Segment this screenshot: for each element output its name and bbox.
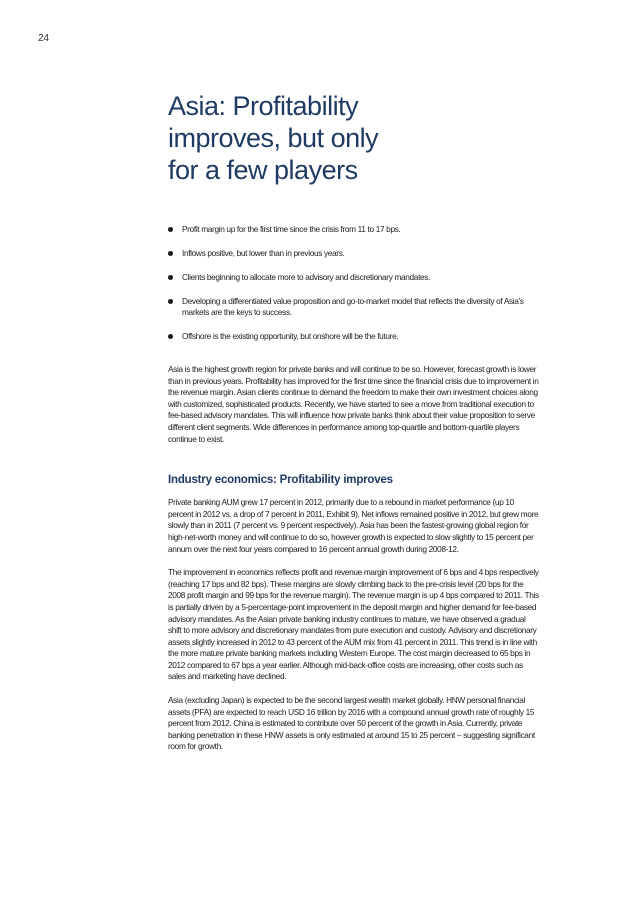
bullet-text: Clients beginning to allocate more to advisory and discretionary mandates. xyxy=(182,272,431,282)
bullet-item xyxy=(168,296,540,318)
intro-paragraph: Asia is the highest growth region for private banks and will continue to be so. However, forecast growth is lower than in previous years. Profitability has improved for the first time since the financial crisis due to improvement in the revenue margin. Asian clients continue to demand the freedom to make their own investment choices along with customized, sophisticated products. Recently, we have started to see a move from traditional execution to fee-based advisory mandates. This will influence how private banks think about their value proposition to serve different client segments. Wide differences in performance among top-quartile and bottom-quartile players continue to exist. xyxy=(168,364,539,444)
bullet-text: Inflows positive, but lower than in previous years. xyxy=(182,248,345,258)
bullet-text: Developing a differentiated value proposition and go-to-market model that reflects the diversity of Asia's markets are the keys to success. xyxy=(182,296,524,317)
bullet-item xyxy=(168,224,540,235)
bullet-text: Profit margin up for the first time since the crisis from 11 to 17 bps. xyxy=(182,224,401,234)
bullet-dot-icon xyxy=(168,227,173,232)
bullet-item xyxy=(168,331,540,342)
page-title xyxy=(168,90,428,186)
section-paragraph-2: The improvement in economics reflects profit and revenue margin improvement of 6 bps and 4 bps respectively (reaching 17 bps and 82 bps). These margins are slowly climbing back to the pre-crisis level (20 bps for the 2008 profit margin and 99 bps for the revenue margin). The revenue margin is up 4 bps compared to 2011. This is partially driven by a 5-percentage-point improvement in the deposit margin and higher demand for fee-based advisory mandates. As the Asian private banking industry continues to mature, we have observed a gradual shift to more advisory and discretionary mandates from pure execution and custody. Advisory and discretionary assets slightly increased in 2012 to 43 percent of the AUM mix from 41 percent in 2011. This trend is in line with the more mature private banking markets including Western Europe. The cost margin decreased to 65 bps in 2012 compared to 67 bps a year earlier. Although mid-back-office costs are increasing, other costs such as sales and marketing have declined. xyxy=(168,567,539,682)
key-points-list xyxy=(168,224,540,342)
bullet-dot-icon xyxy=(168,299,173,304)
bullet-dot-icon xyxy=(168,275,173,280)
page-number: 24 xyxy=(38,33,50,44)
section-heading: Industry economics: Profitability improves xyxy=(168,474,393,487)
title-line-2: improves, but only xyxy=(168,123,379,153)
bullet-item xyxy=(168,272,540,283)
section-paragraph-3: Asia (excluding Japan) is expected to be the second largest wealth market globally. HNW personal financial assets (PFA) are expected to reach USD 16 trillion by 2016 with a compound annual growth rate of roughly 15 percent from 2012. China is estimated to contribute over 50 percent of the growth in Asia. Currently, private banking penetration in these HNW assets is only estimated at around 15 to 25 percent – suggesting significant room for growth. xyxy=(168,695,535,752)
bullet-dot-icon xyxy=(168,334,173,339)
title-line-1: Asia: Profitability xyxy=(168,91,359,121)
bullet-text: Offshore is the existing opportunity, but onshore will be the future. xyxy=(182,331,399,341)
bullet-dot-icon xyxy=(168,251,173,256)
article xyxy=(168,90,540,753)
bullet-item xyxy=(168,248,540,259)
section-paragraph-1: Private banking AUM grew 17 percent in 2012, primarily due to a rebound in market performance (up 10 percent in 2012 vs. a drop of 7 percent in 2011, Exhibit 9). Net inflows remained positive in 2012, but grew more slowly than in 2011 (7 percent vs. 9 percent respectively). Asia has been the fastest-growing global region for high-net-worth money and will continue to do so, however growth is expected to slow slightly to 15 percent per annum over the next four years compared to 16 percent annual growth during 2008-12. xyxy=(168,497,539,554)
title-line-3: for a few players xyxy=(168,155,358,185)
